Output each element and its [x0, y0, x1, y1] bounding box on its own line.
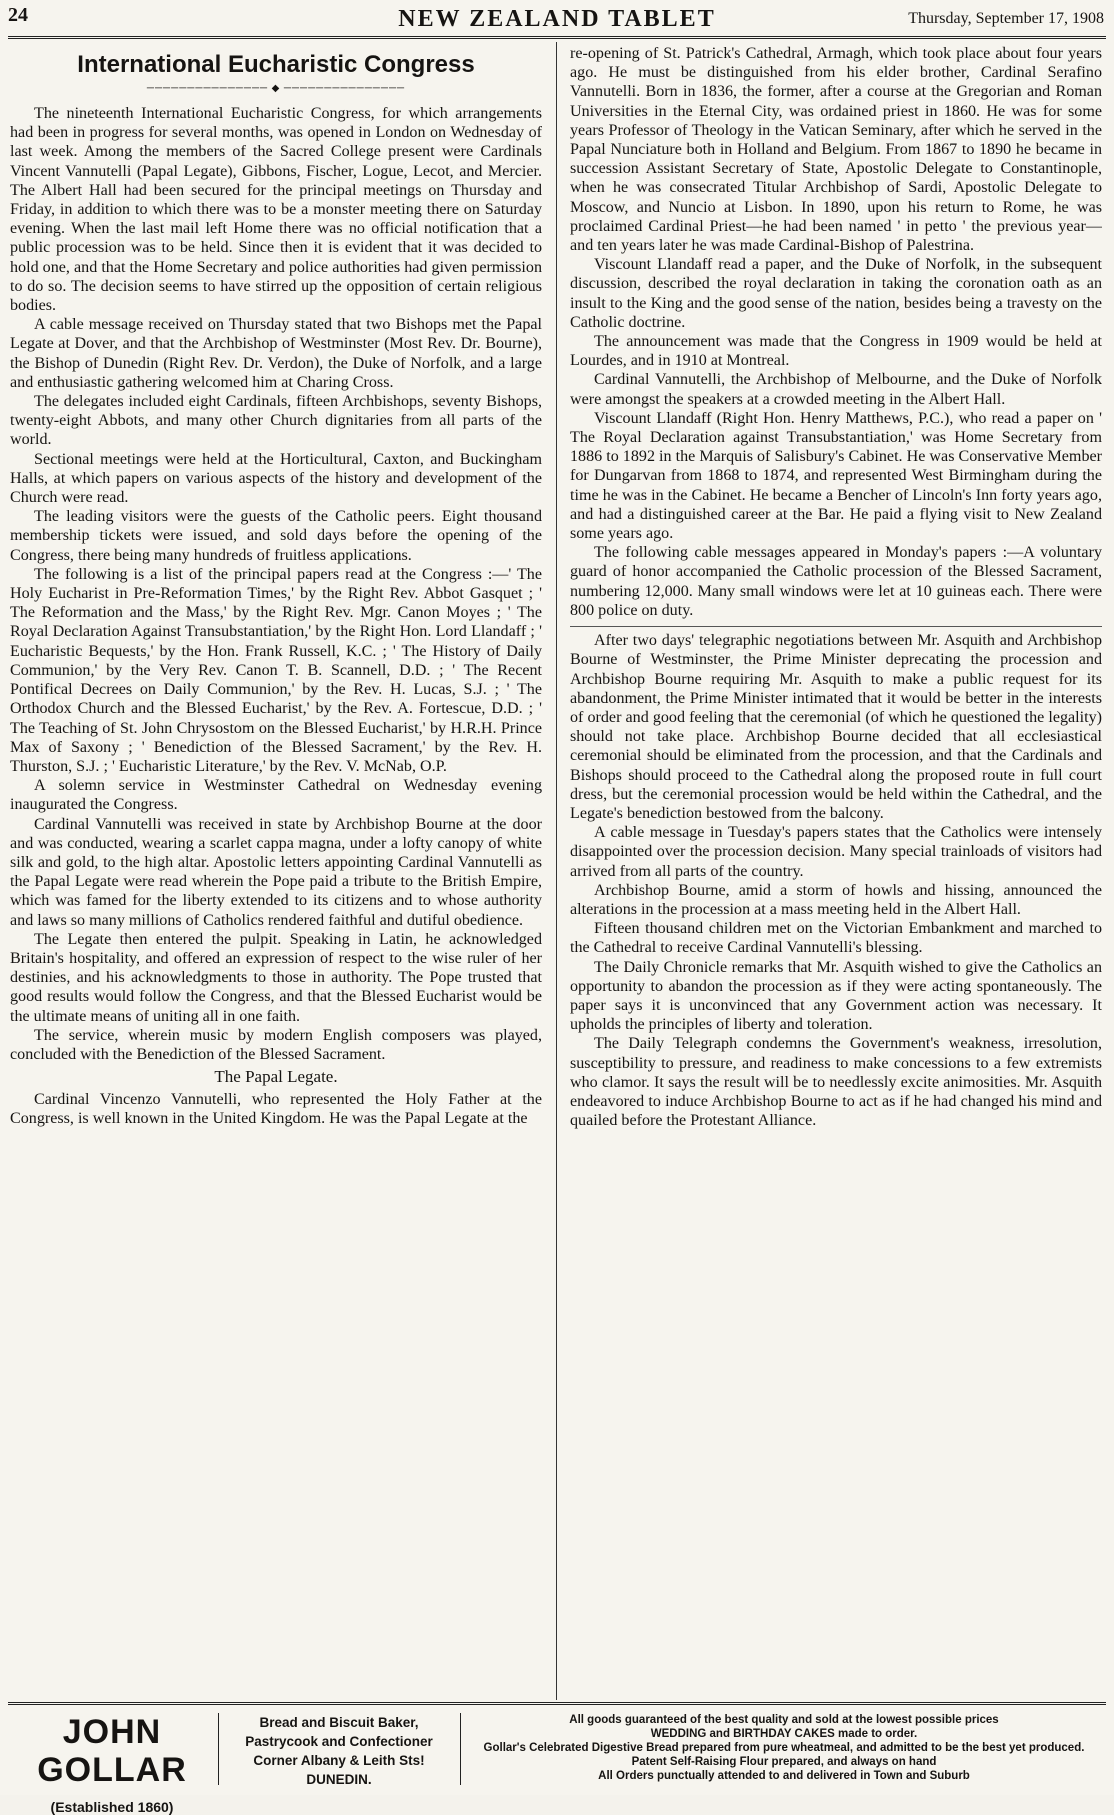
trade-line: Pastrycook and Confectioner [245, 1734, 433, 1749]
article-paragraph: After two days' telegraphic negotiations between Mr. Asquith and Archbishop Bourne of Westminster, the Prime Minister deprecating the procession and Archbishop Bourne requiring Mr. Asquith to make a public request for its abandonment, the Prime Minister intimated that it would be better in the interests of order and good feeling that the ceremonial (of which he questioned the legality) should not take place. Archbishop Bourne decided that all ecclesiastical ceremonial should be eliminated from the procession, and that the Cardinals and Bishops should proceed to the Cathedral along the proposed route in full court dress, but the ceremonial procession would be held within the Cathedral, and the Legate's benediction bestowed from the balcony. [570, 632, 1102, 822]
ad-divider [460, 1713, 461, 1785]
article-paragraph: A cable message received on Thursday stated that two Bishops met the Papal Legate at Dover, and that the Archbishop of Westminster (Most Rev. Dr. Bourne), the Bishop of Dunedin (Right Rev. Dr. Verdon), the Duke of Norfolk, and a large and enthusiastic gathering welcomed him at Charing Cross. [10, 316, 542, 391]
article-paragraph: Fifteen thousand children met on the Victorian Embankment and marched to the Cathedral to receive Cardinal Vannutelli's blessing. [570, 920, 1102, 957]
article-paragraph: Sectional meetings were held at the Horticultural, Caxton, and Buckingham Halls, at which papers on various aspects of the history and development of the Church were read. [10, 450, 542, 507]
footer-advertisement [8, 1702, 1106, 1815]
article-paragraph: The leading visitors were the guests of the Catholic peers. Eight thousand membership tickets were issued, and sold days before the opening of the Congress, there being many hundreds of fruitless applications. [10, 508, 542, 564]
advertiser-notice [466, 1713, 1102, 1783]
article-paragraph: The delegates included eight Cardinals, fifteen Archbishops, seventy Bishops, twenty-eight Abbots, and many other Church dignitaries from all parts of the world. [10, 393, 542, 449]
article-paragraph: The service, wherein music by modern English composers was played, concluded with the Benediction of the Blessed Sacrament. [10, 1026, 542, 1063]
article-paragraph: The following cable messages appeared in Monday's papers :—A voluntary guard of honor accompanied the Catholic procession of the Blessed Sacrament, numbering 12,000. Many small windows were let at 10 guineas each. There were 800 police on duty. [570, 544, 1102, 619]
column-rule [556, 42, 557, 1700]
notice-line: All goods guaranteed of the best quality and sold at the lowest possible prices [569, 1714, 999, 1726]
article-paragraph: Cardinal Vannutelli was received in state by Archbishop Bourne at the door and was conducted, wearing a scarlet cappa magna, under a lofty canopy of white silk and gold, to the high altar. Apostolic letters appointing Cardinal Vannutelli as the Papal Legate were read wherein the Pope paid a tribute to the British Empire, which was famed for the liberty extended to its citizens and to whose authority and laws so many millions of Catholics rendered faithful and dutiful obedience. [10, 815, 542, 929]
article-column-right [570, 44, 1102, 1700]
advertiser-address: Corner Albany & Leith Sts! [253, 1753, 425, 1768]
article-paragraph: A cable message in Tuesday's papers states that the Catholics were intensely disappointed over the procession decision. Many special trainloads of visitors had arrived from all parts of the country. [570, 824, 1102, 880]
article-paragraph: Viscount Llandaff read a paper, and the Duke of Norfolk, in the subsequent discussion, described the royal declaration in taking the coronation oath as an insult to the King and the good sense of the nation, besides being a travesty on the Catholic doctrine. [570, 256, 1102, 331]
advertiser-name: JOHN GOLLAR [37, 1713, 187, 1789]
article-paragraph: The nineteenth International Eucharistic Congress, for which arrangements had been in progress for several months, was opened in London on Wednesday of last week. Among the members of the Sacred College present were Cardinals Vincent Vannutelli (Papal Legate), Gibbons, Fischer, Logue, Lecot, and Mercier. The Albert Hall had been secured for the principal meetings on Thursday and Friday, in addition to which there was to be a monster meeting there on Saturday evening. When the last mail left Home there was no official notification that a public procession was to be held. Since then it is evident that it was decided to hold one, and that the Home Secretary and police authorities had given permission to do so. The decision seems to have stirred up the opposition of certain religious bodies. [10, 105, 542, 315]
headline-ornament: ─────────────── ◆ ─────────────── [10, 82, 542, 96]
article-paragraph: Viscount Llandaff (Right Hon. Henry Matthews, P.C.), who read a paper on ' The Royal Declaration against Transubstantiation,' was Home Secretary from 1886 to 1892 in the Marquis of Salisbury's Cabinet. He was Conservative Member for Dungarvan from 1868 to 1874, and represented West Birmingham during the time he was in the Cabinet. He became a Bencher of Lincoln's Inn forty years ago, and had a distinguished career at the Bar. He paid a flying visit to New Zealand some years ago. [570, 409, 1102, 543]
page-number: 24 [8, 4, 28, 26]
article-headline: International Eucharistic Congress [77, 51, 475, 78]
article-paragraph: The following is a list of the principal papers read at the Congress :—' The Holy Eucharist in Pre-Reformation Times,' by the Right Rev. Abbot Gasquet ; ' The Reformation and the Mass,' by the Right Rev. Mgr. Canon Moyes ; ' The Royal Declaration Against Transubstantiation,' by the Right Hon. Lord Llandaff ; ' Eucharistic Bequests,' by the Hon. Frank Russell, K.C. ; ' The History of Daily Communion,' by the Very Rev. Canon T. B. Scannell, D.D. ; ' The Recent Pontifical Decrees on Daily Communion,' by the Rev. H. Lucas, S.J. ; ' The Orthodox Church and the Blessed Eucharist,' by the Rev. A. Fortescue, D.D. ; ' The Teaching of St. John Chrysostom on the Blessed Eucharist,' by H.R.H. Prince Max of Saxony ; ' Benediction of the Blessed Sacrament,' by the Rev. H. Thurston, S.J. ; ' Eucharistic Literature,' by the Rev. V. McNab, O.P. [10, 565, 542, 775]
article-column-left [10, 44, 542, 1700]
notice-line: Gollar's Celebrated Digestive Bread prepared from pure wheatmeal, and admitted to be the best yet produced. Patent Self-Raising Flour prepared, and always on hand [483, 1742, 1085, 1768]
advertiser-established: (Established 1860) [50, 1799, 174, 1815]
section-subhead: The Papal Legate. [214, 1067, 338, 1087]
article-paragraph: Cardinal Vincenzo Vannutelli, who represented the Holy Father at the Congress, is well known in the United Kingdom. He was the Papal Legate at the [10, 1091, 542, 1128]
article-paragraph: re-opening of St. Patrick's Cathedral, Armagh, which took place about four years ago. He must be distinguished from his elder brother, Cardinal Serafino Vannutelli. Born in 1836, the former, after a course at the Gregorian and Roman Universities in the Eternal City, was ordained priest in 1860. He was for some years Professor of Theology in the Vatican Seminary, after which he served in the Papal Nunciature both in Holland and Belgium. From 1867 to 1890 he became in succession Assistant Secretary of State, Apostolic Delegate to Constantinople, when he was consecrated Titular Archbishop of Sardi, Apostolic Delegate to Moscow, and Nuncio at Lisbon. In 1890, upon his return to Rome, he was proclaimed Cardinal Priest—he had been named ' in petto ' the previous year—and ten years later he was made Cardinal-Bishop of Palestrina. [570, 45, 1102, 255]
masthead [8, 0, 1106, 39]
advertiser-city: DUNEDIN. [306, 1772, 372, 1787]
article-paragraph: The announcement was made that the Congress in 1909 would be held at Lourdes, and in 1910 at Montreal. [570, 333, 1102, 370]
ad-divider [218, 1713, 219, 1785]
newspaper-title: NEW ZEALAND TABLET [398, 6, 716, 32]
advertiser-block [12, 1713, 212, 1815]
article-paragraph: The Legate then entered the pulpit. Speaking in Latin, he acknowledged Britain's hospitality, and offered an expression of respect to the wise ruler of her destinies, and his acknowledgments to those in authority. The Pope trusted that good results would follow the Congress, and that the Blessed Eucharist would be the ultimate means of uniting all in one faith. [10, 930, 542, 1025]
trade-line: Bread and Biscuit Baker, [259, 1715, 419, 1730]
notice-line: WEDDING and BIRTHDAY CAKES made to order. [650, 1728, 918, 1740]
article-paragraph: A solemn service in Westminster Cathedral on Wednesday evening inaugurated the Congress. [10, 777, 542, 814]
article-paragraph: Archbishop Bourne, amid a storm of howls and hissing, announced the alterations in the procession at a mass meeting held in the Albert Hall. [570, 881, 1102, 918]
section-divider [570, 626, 1102, 627]
article-paragraph: The Daily Chronicle remarks that Mr. Asquith wished to give the Catholics an opportunity to abandon the procession as if they were acting spontaneously. The paper says it is unconvinced that any Government action was necessary. It upholds the principles of liberty and toleration. [570, 958, 1102, 1034]
notice-line: All Orders punctually attended to and delivered in Town and Suburb [598, 1770, 970, 1782]
article-paragraph: The Daily Telegraph condemns the Government's weakness, irresolution, susceptibility to pressure, and readiness to make concessions to a few extremists who clamor. It says the result will be to needlessly excite animosities. Mr. Asquith endeavored to induce Archbishop Bourne to act as if he had changed his mind and quailed before the Protestant Alliance. [570, 1035, 1102, 1130]
issue-date: Thursday, September 17, 1908 [908, 10, 1104, 27]
article-paragraph: Cardinal Vannutelli, the Archbishop of Melbourne, and the Duke of Norfolk were amongst the speakers at a crowded meeting in the Albert Hall. [570, 371, 1102, 408]
advertiser-trades [224, 1713, 454, 1789]
